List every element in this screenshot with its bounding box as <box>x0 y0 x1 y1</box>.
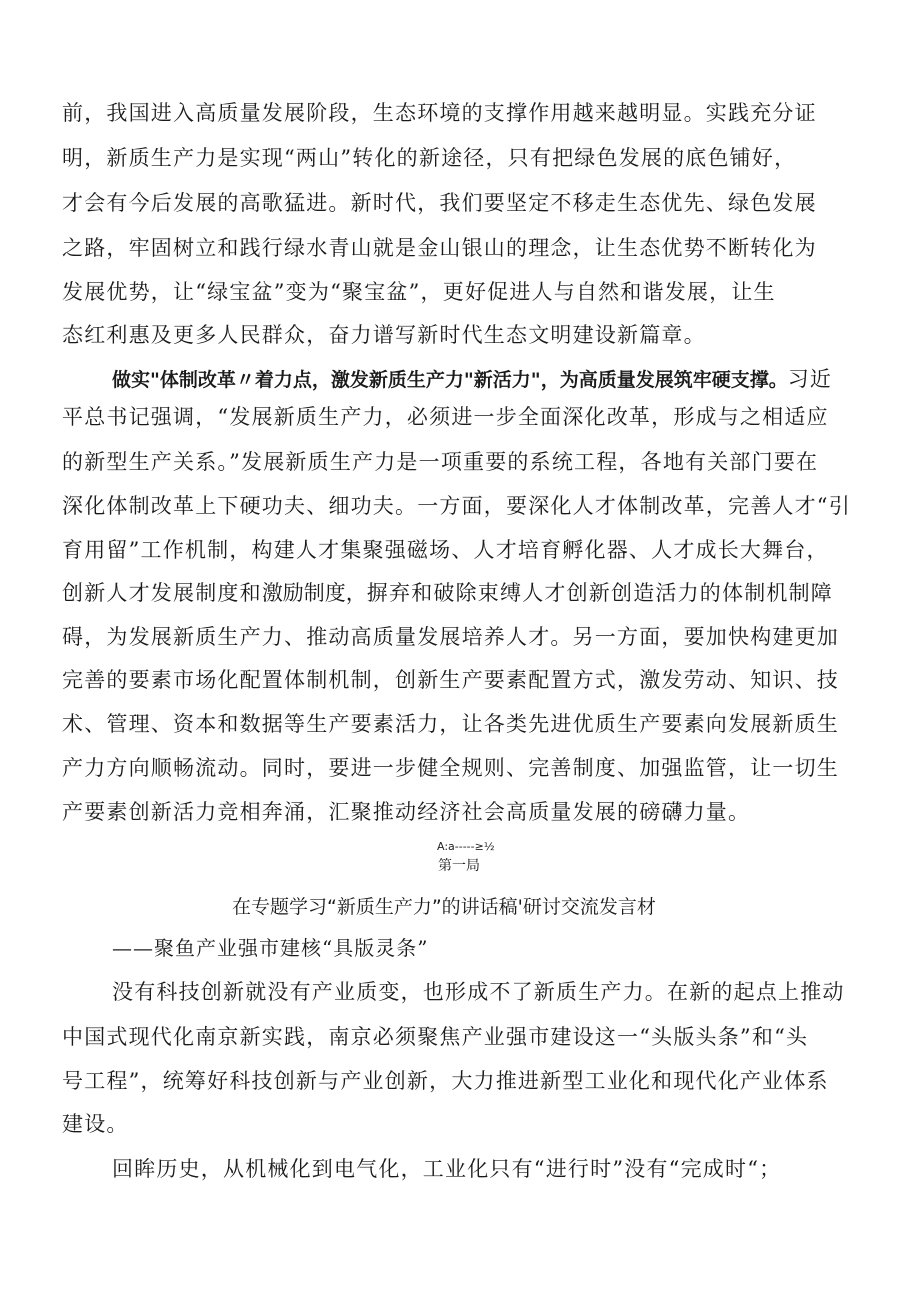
a2-p1-line-1: 没有科技创新就没有产业质变，也形成不了新质生产力。在新的起点上推动 <box>112 980 845 1004</box>
p1-line-3: 才会有今后发展的高歌猛进。新时代，我们要坚定不移走生态优先、绿色发展 <box>62 191 817 215</box>
p2-line-2: 的新型生产关系。”发展新质生产力是一项重要的系统工程，各地有关部门要在 <box>62 450 819 474</box>
p2-heading-tail: 习近 <box>787 367 833 391</box>
article-subtitle: ——聚鱼产业强市建核“具版灵条” <box>112 936 429 960</box>
p1-line-2: 明，新质生产力是实现“两山”转化的新途径，只有把绿色发展的底色铺好， <box>62 146 797 170</box>
section-label: 第一局 <box>438 858 480 874</box>
p2-line-5 <box>62 578 833 608</box>
p2-heading-line <box>112 364 832 395</box>
p2-line-4: 育用留”工作机制，构建人才集聚强磁场、人才培育孵化器、人才成长大舞台， <box>62 538 829 562</box>
p2-line-10: 产要素创新活力竞相奔涌，汇聚推动经济社会高质量发展的磅礴力量。 <box>62 800 751 824</box>
a2-p1-line-3: 号工程”，统筹好科技创新与产业创新，大力推进新型工业化和现代化产业体系 <box>62 1069 829 1093</box>
p2-line-8: 术、管理、资本和数据等生产要素活力，让各类先进优质生产要素向发展新质生 <box>62 712 839 736</box>
p2-line-3: 深化体制改革上下硬功夫、细功夫。一方面，要深化人才体制改革，完善人才“引 <box>62 494 851 518</box>
p1-line-6: 态红利惠及更多人民群众，奋力谱写新时代生态文明建设新篇章。 <box>62 323 706 347</box>
p2-line-6: 碍，为发展新质生产力、推动高质量发展培养人才。另一方面，要加快构建更加 <box>62 625 839 649</box>
a2-p1-line-4: 建设。 <box>62 1112 129 1136</box>
p2-line-5-a: 创新人才发展制度和 <box>62 581 262 605</box>
a2-p2-line-1: 回眸历史，从机械化到电气化，工业化只有“进行时”没有“完成时“； <box>112 1157 782 1181</box>
p2-line-9: 产力方向顺畅流动。同时，要进一步健全规则、完善制度、加强监管，让一切生 <box>62 756 839 780</box>
p2-heading: 做实"体制改革〃着力点，激发新质生产力"新活力"，为高质量发展筑牢硬支撑。 <box>112 369 788 391</box>
p2-line-1: 平总书记强调，“发展新质生产力，必须进一步全面深化改革，形成与之相适应 <box>62 405 829 429</box>
p2-line-7: 完善的要素市场化配置体制机制，创新生产要素配置方式，激发劳动、知识、技 <box>62 668 839 692</box>
p1-line-5: 发展优势，让“绿宝盆”变为“聚宝盆”，更好促进人与自然和谐发展，让生 <box>62 280 776 304</box>
p2-line-5-c: 摒弃和破除束缚人才创新创造活力的体制机制障 <box>366 581 834 605</box>
p1-line-4: 之路，牢固树立和践行绿水青山就是金山银山的理念，让生态优势不断转化为 <box>62 236 817 260</box>
a2-p1-line-2: 中国式现代化南京新实践，南京必须聚焦产业强市建设这一“头版头条”和“头 <box>62 1025 809 1049</box>
p2-line-5-b: 激励制度， <box>261 581 367 605</box>
divider-ornament: A:a-----≥½ <box>437 840 495 853</box>
article-title: 在专题学习“新质生产力”的讲话稿'研讨交流发言材 <box>232 896 656 918</box>
p1-line-1: 前，我国进入高质量发展阶段，生态环境的支撑作用越来越明显。实践充分证 <box>62 101 817 125</box>
